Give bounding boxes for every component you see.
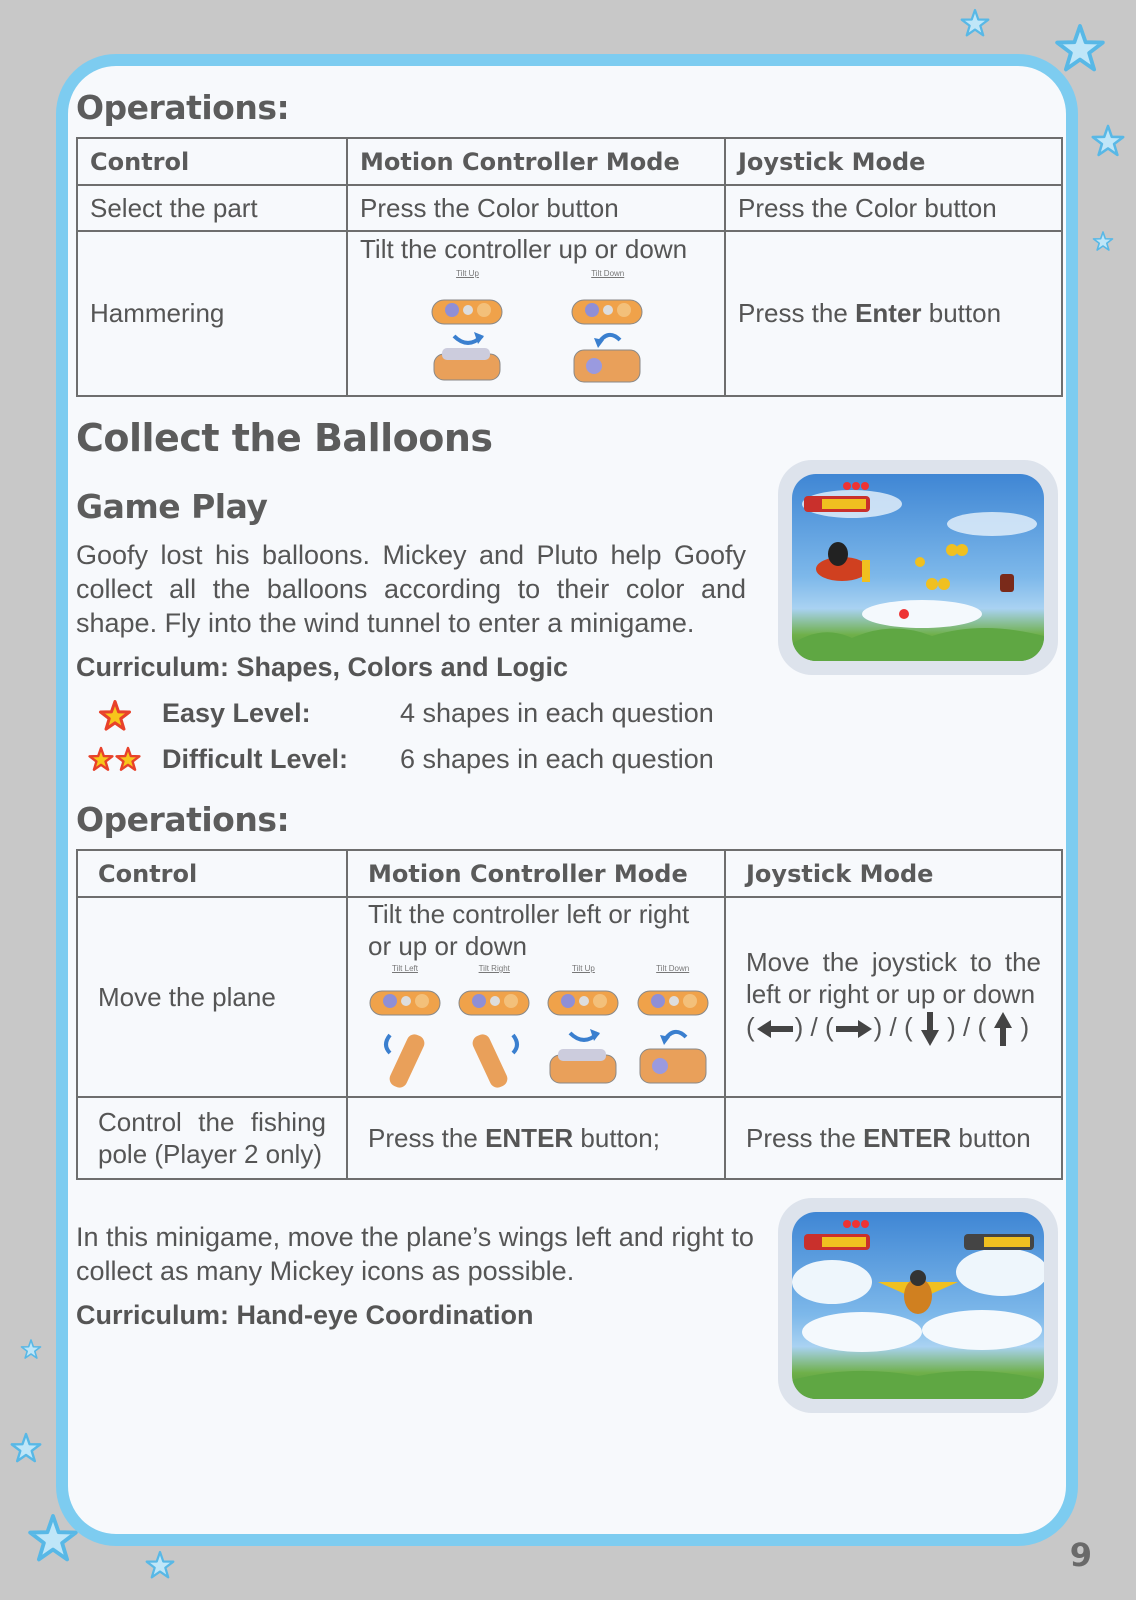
header-joystick: Joystick Mode	[725, 850, 1062, 897]
controller-tilt-down-icon	[636, 973, 710, 1089]
arrow-right-icon	[834, 1017, 874, 1041]
difficult-level-value: 6 shapes in each question	[400, 744, 714, 774]
difficult-level-label: Difficult Level:	[162, 744, 349, 774]
cell-joystick: Press the Color button	[725, 185, 1062, 231]
cell-motion: Press the ENTER button;	[347, 1097, 725, 1179]
header-motion: Motion Controller Mode	[347, 138, 725, 185]
cell-motion: Press the Color button	[347, 185, 725, 231]
tilt-label: Tilt Up	[572, 964, 595, 973]
controller-tilt-up-icon	[546, 973, 620, 1089]
header-motion: Motion Controller Mode	[347, 850, 725, 897]
easy-level-value: 4 shapes in each question	[400, 698, 714, 728]
curriculum-text: Curriculum: Shapes, Colors and Logic	[76, 652, 569, 682]
star-icon	[1093, 232, 1112, 250]
star-icon	[962, 10, 989, 35]
header-control: Control	[77, 138, 347, 185]
arrow-up-icon	[993, 1010, 1013, 1048]
gameplay-heading: Game Play	[76, 487, 268, 526]
star-icon	[12, 1434, 41, 1461]
controller-diagrams	[360, 269, 712, 395]
table-row	[77, 185, 1062, 231]
cell-motion	[347, 231, 725, 396]
controller-tilt-right-icon	[457, 973, 531, 1089]
star-icon	[1057, 26, 1103, 69]
cell-joystick: Press the Enter button	[725, 231, 1062, 396]
easy-star-icon	[98, 700, 132, 732]
cell-control: Control the fishing pole (Player 2 only)	[77, 1097, 347, 1179]
cell-control: Move the plane	[77, 897, 347, 1097]
page-number: 9	[1069, 1536, 1092, 1574]
table-header-row	[77, 850, 1062, 897]
difficult-stars-icon	[87, 744, 143, 774]
minigame-screenshot	[778, 1198, 1058, 1413]
joystick-text: Move the joystick to the left or right or up or down	[746, 947, 1041, 1009]
table-header-row	[77, 138, 1062, 185]
header-joystick: Joystick Mode	[725, 138, 1062, 185]
gameplay-paragraph: Goofy lost his balloons. Mickey and Pluto help Goofy collect all the balloons according to their color and shape. Fly into the wind tunnel to enter a minigame.	[76, 540, 746, 638]
header-control: Control	[77, 850, 347, 897]
tilt-label: Tilt Down	[656, 964, 690, 973]
table-row	[77, 1097, 1062, 1179]
operations-heading-1: Operations:	[76, 88, 290, 127]
table-row	[77, 231, 1062, 396]
operations-table-1	[76, 137, 1063, 397]
joystick-directions: ( ) / ( ) / ( ) / ( )	[746, 1010, 1041, 1048]
minigame-curriculum: Curriculum: Hand-eye Coordination	[76, 1300, 534, 1330]
game-scene-icon	[792, 474, 1044, 661]
table-row	[77, 897, 1062, 1097]
cell-joystick: Press the ENTER button	[725, 1097, 1062, 1179]
cell-motion	[347, 897, 725, 1097]
arrow-left-icon	[755, 1017, 795, 1041]
tilt-label: Tilt Left	[392, 964, 418, 973]
motion-text: Tilt the controller up or down	[360, 234, 688, 264]
motion-text: Tilt the controller left or right or up or down	[368, 899, 690, 961]
easy-level-label: Easy Level:	[162, 698, 311, 728]
section-title: Collect the Balloons	[76, 416, 493, 460]
star-icon	[1093, 126, 1123, 155]
tilt-label: Tilt Down	[591, 269, 625, 278]
star-icon	[147, 1552, 174, 1577]
controller-diagrams	[368, 964, 716, 1096]
gameplay-screenshot	[778, 460, 1058, 675]
minigame-paragraph: In this minigame, move the plane’s wings left and right to collect as many Mickey icons as possible.	[76, 1222, 754, 1286]
arrow-down-icon	[920, 1010, 940, 1048]
cell-control: Select the part	[77, 185, 347, 231]
cell-joystick	[725, 897, 1062, 1097]
cell-control: Hammering	[77, 231, 347, 396]
minigame-scene-icon	[792, 1212, 1044, 1399]
tilt-label: Tilt Right	[478, 964, 510, 973]
operations-heading-2: Operations:	[76, 800, 290, 839]
controller-tilt-down-icon	[570, 278, 645, 388]
controller-tilt-up-icon	[430, 278, 505, 388]
star-icon	[21, 1340, 40, 1358]
controller-tilt-left-icon	[368, 973, 442, 1089]
operations-table-2	[76, 849, 1063, 1180]
tilt-label: Tilt Up	[456, 269, 479, 278]
